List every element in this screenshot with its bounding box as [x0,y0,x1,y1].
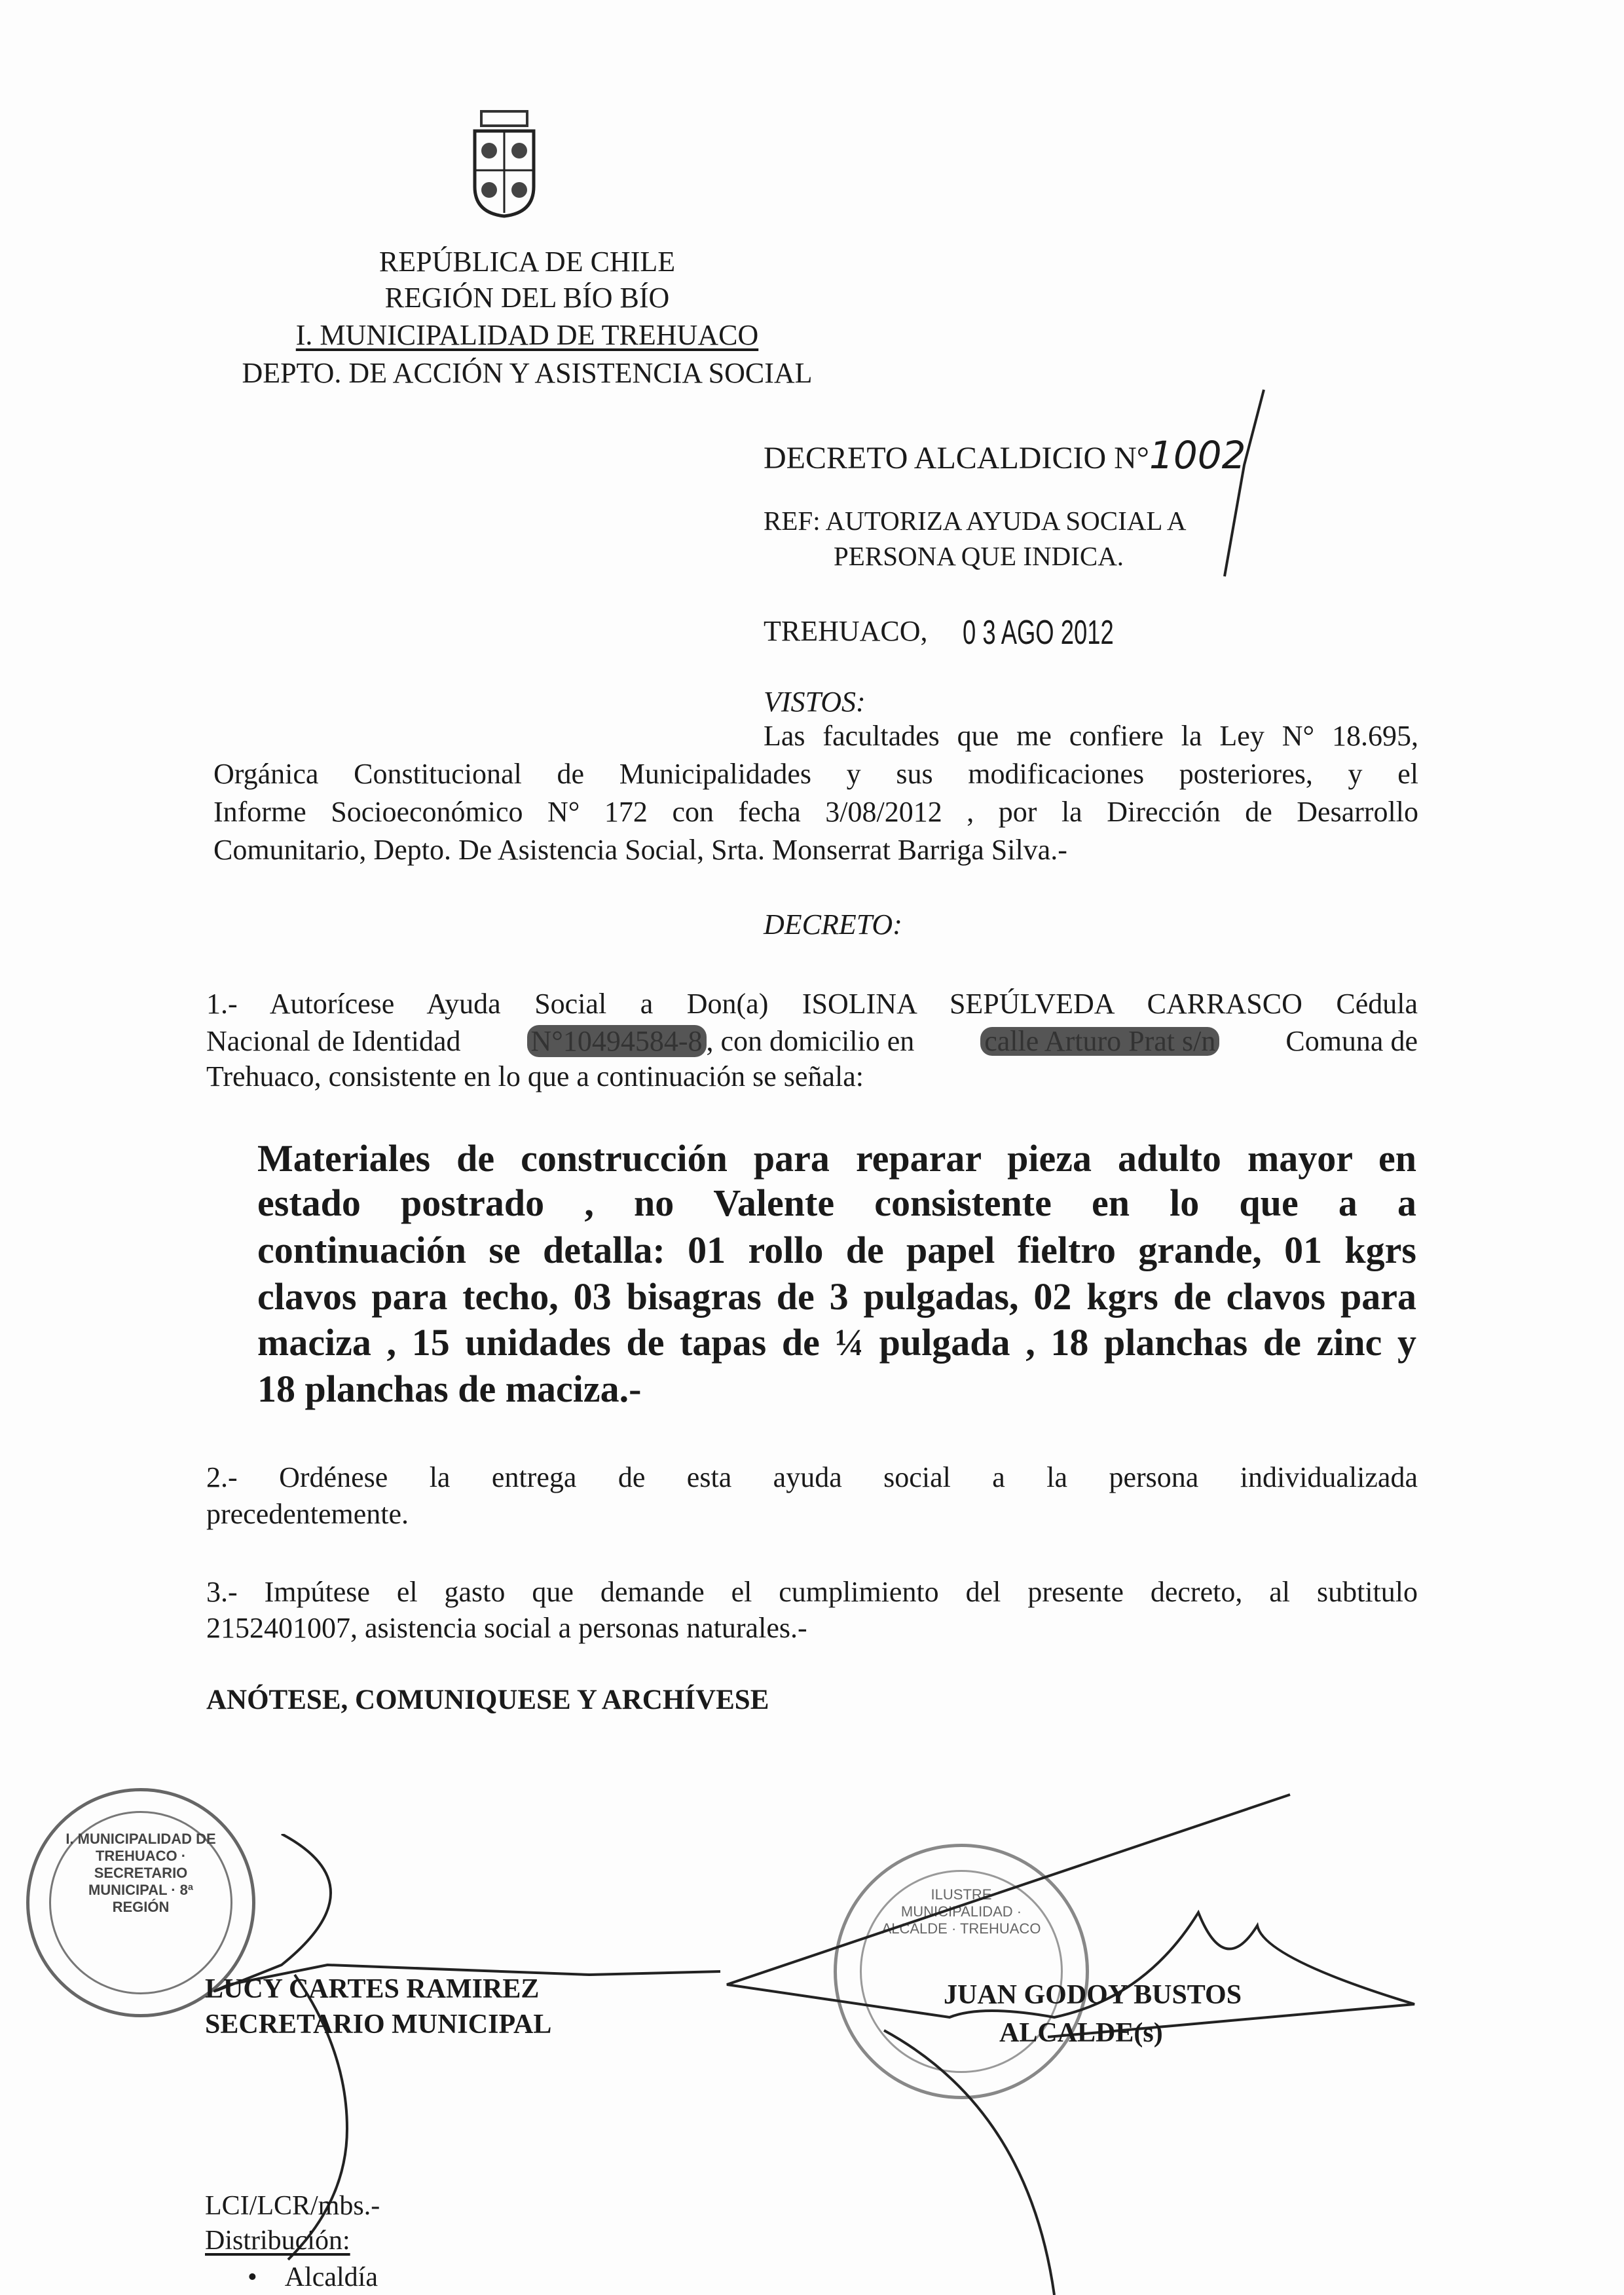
closing-formula: ANÓTESE, COMUNIQUESE Y ARCHÍVESE [206,1685,769,1715]
initials: LCI/LCR/mbs.- [205,2191,380,2221]
materials-line: maciza , 15 unidades de tapas de ¼ pulgada , 18 planchas de zinc y [257,1321,1416,1364]
id-label: Nacional de Identidad [206,1025,461,1057]
secretary-name: LUCY CARTES RAMIREZ [205,1974,540,2004]
header-region: REGIÓN DEL BÍO BÍO [384,282,670,314]
distribution-item: • Alcaldía [248,2262,378,2292]
id-and-address-label [527,1027,915,1056]
commune-label: Comuna de [1285,1025,1418,1057]
materials-line: Materiales de construcción para reparar pieza adulto mayor en [257,1137,1416,1180]
handwritten-slash-mark [1218,386,1270,583]
reference-line-2: PERSONA QUE INDICA. [834,541,1124,571]
mayor-title: ALCALDE(s) [999,2018,1163,2048]
materials-line: 18 planchas de maciza.- [257,1368,642,1410]
decree-title-label: DECRETO ALCALDICIO N° [764,441,1149,476]
vistos-line: Informe Socioeconómico N° 172 con fecha 3/08/2012 , por la Dirección de Desarrollo [213,796,1418,828]
vistos-line: Comunitario, Depto. De Asistencia Social, Srta. Monserrat Barriga Silva.- [213,834,1067,866]
vistos-heading: VISTOS: [764,686,866,718]
stamp-text: I. MUNICIPALIDAD DE TREHUACO · SECRETARIO MUNICIPAL · 8ª REGIÓN [65,1831,216,1915]
reference-line-1: REF: AUTORIZA AYUDA SOCIAL A [764,506,1187,536]
redacted-id: N°10494584-8 [527,1025,707,1057]
place: TREHUACO, [764,615,928,647]
materials-line: estado postrado , no Valente consistente en lo que a a [257,1182,1416,1224]
item1-line: 1.- Autorícese Ayuda Social a Don(a) ISOLINA SEPÚLVEDA CARRASCO Cédula [206,988,1418,1020]
distribution-label: Distribución: [205,2226,350,2256]
address-label: , con domicilio en [706,1025,915,1057]
mayor-name: JUAN GODOY BUSTOS [944,1980,1242,2010]
header-municipality: I. MUNICIPALIDAD DE TREHUACO [295,319,759,351]
distribution-item-label: Alcaldía [284,2262,378,2292]
decree-title [764,433,1246,477]
header-department: DEPTO. DE ACCIÓN Y ASISTENCIA SOCIAL [242,357,813,389]
item2-line: precedentemente. [206,1498,409,1530]
item1-line [206,1027,1418,1056]
secretary-title: SECRETARIO MUNICIPAL [205,2009,552,2040]
item1-line: Trehuaco, consistente en lo que a continuación se señala: [206,1060,864,1092]
stamp-text: ILUSTRE MUNICIPALIDAD · ALCALDE · TREHUACO [881,1886,1041,1937]
decree-number-handwritten: 1002 [1149,433,1246,477]
date-stamp: 0 3 AGO 2012 [963,614,1114,652]
item2-line: 2.- Ordénese la entrega de esta ayuda social a la persona individualizada [206,1461,1418,1493]
item3-line: 3.- Impútese el gasto que demande el cumplimiento del presente decreto, al subtitulo [206,1576,1418,1608]
vistos-line: Orgánica Constitucional de Municipalidades y sus modificaciones posteriores, y el [213,758,1418,790]
materials-line: continuación se detalla: 01 rollo de papel fieltro grande, 01 kgrs [257,1229,1416,1271]
item3-line: 2152401007, asistencia social a personas naturales.- [206,1612,807,1644]
decreto-heading: DECRETO: [764,908,902,941]
redacted-address: calle Arturo Prat s/n [980,1027,1219,1056]
materials-line: clavos para techo, 03 bisagras de 3 pulgadas, 02 kgrs de clavos para [257,1275,1416,1318]
municipal-crest-icon [468,108,540,219]
vistos-line: Las facultades que me confiere la Ley N° 18.695, [764,720,1418,752]
header-country: REPÚBLICA DE CHILE [378,246,676,278]
